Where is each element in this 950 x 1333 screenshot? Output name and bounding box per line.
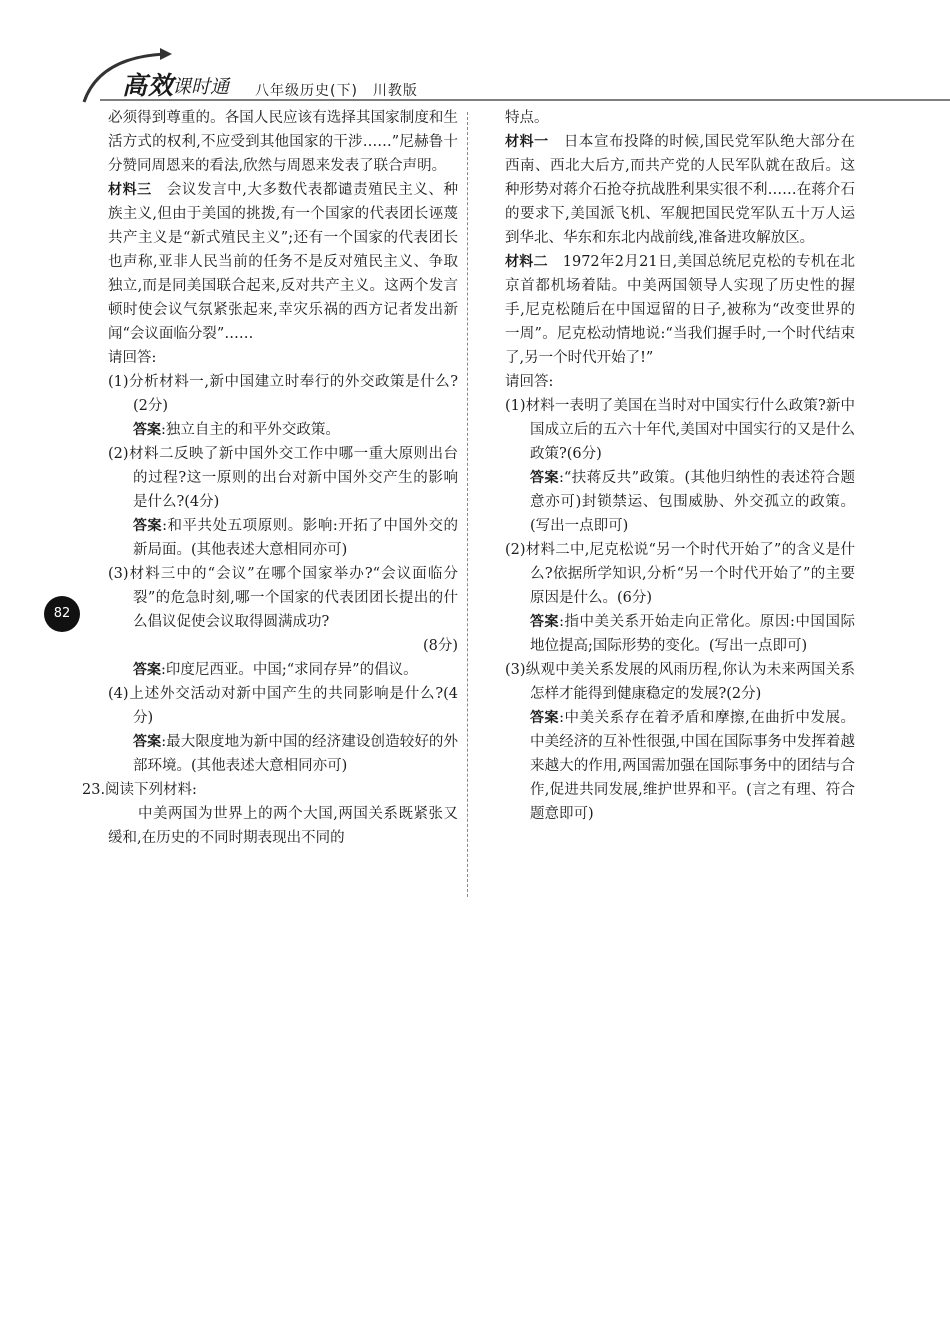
- answer-1: 答案:“扶蒋反共”政策。(其他归纳性的表述符合题意亦可)封锁禁运、包围威胁、外交孤立的政策。(写出一点即可): [530, 470, 855, 534]
- question-2: (2)材料二中,尼克松说“另一个时代开始了”的含义是什么?依据所学知识,分析“另一个时代开始了”的主要原因是什么。(6分): [505, 542, 855, 606]
- answer-3: 答案:中美关系存在着矛盾和摩擦,在曲折中发展。中美经济的互补性很强,中国在国际事务中发挥着越来越大的作用,两国需加强在国际事务中的团结与合作,促进共同发展,维护世界和平。(言之有理、符合题意即可): [530, 710, 855, 822]
- question-1: (1)分析材料一,新中国建立时奉行的外交政策是什么?(2分): [108, 374, 458, 414]
- intro-ending: 特点。: [505, 110, 549, 126]
- answer-2: 答案:指中美关系开始走向正常化。原因:中国国际地位提高;国际形势的变化。(写出一点即可): [530, 614, 856, 654]
- ask-prompt: 请回答:: [108, 350, 157, 366]
- answer-label: 答案: [133, 734, 162, 750]
- answer-1: 答案:独立自主的和平外交政策。: [133, 422, 340, 438]
- column-divider: [467, 112, 468, 897]
- continued-paragraph: 必须得到尊重的。各国人民应该有选择其国家制度和生活方式的权利,不应受到其他国家的干涉……”尼赫鲁十分赞同周恩来的看法,欣然与周恩来发表了联合声明。: [108, 110, 458, 174]
- question-3: (3)材料三中的“会议”在哪个国家举办?“会议面临分裂”的危急时刻,哪一个国家的代表团团长提出的什么倡议促使会议取得圆满成功?: [108, 566, 458, 630]
- question-23-heading: 23.阅读下列材料:: [82, 782, 197, 798]
- right-column: [505, 106, 855, 826]
- material-label: 材料二: [505, 254, 548, 270]
- answer-label: 答案: [530, 470, 559, 486]
- answer-4: 答案:最大限度地为新中国的经济建设创造较好的外部环境。(其他表述大意相同亦可): [133, 734, 459, 774]
- material-two: 材料二 1972年2月21日,美国总统尼克松的专机在北京首都机场着陆。中美两国领导人实现了历史性的握手,尼克松随后在中国逗留的日子,被称为“改变世界的一周”。尼克松动情地说:“当我们握手时,一个时代结束了,另一个时代开始了!”: [505, 254, 856, 366]
- answer-2: 答案:和平共处五项原则。影响:开拓了中国外交的新局面。(其他表述大意相同亦可): [133, 518, 459, 558]
- question-1: (1)材料一表明了美国在当时对中国实行什么政策?新中国成立后的五六十年代,美国对中国实行的又是什么政策?(6分): [505, 398, 855, 462]
- material-label: 材料三: [108, 182, 152, 198]
- material-label: 材料一: [505, 134, 549, 150]
- answer-label: 答案: [133, 662, 161, 678]
- answer-label: 答案: [133, 422, 161, 438]
- answer-label: 答案: [133, 518, 163, 534]
- answer-3: 答案:印度尼西亚。中国;“求同存异”的倡议。: [133, 662, 418, 678]
- question-3-score: (8分): [422, 638, 458, 654]
- question-3: (3)纵观中美关系发展的风雨历程,你认为未来两国关系怎样才能得到健康稳定的发展?(2分): [505, 662, 855, 702]
- book-subtitle: 八年级历史(下) 川教版: [255, 83, 418, 99]
- logo-subtext: 课时通: [172, 76, 230, 98]
- page-number-badge: 82: [44, 596, 80, 632]
- ask-prompt: 请回答:: [505, 374, 554, 390]
- answer-label: 答案: [530, 710, 560, 726]
- material-three: 材料三 会议发言中,大多数代表都谴责殖民主义、种族主义,但由于美国的挑拨,有一个国家的代表团长诬蔑共产主义是“新式殖民主义”;还有一个国家的代表团长也声称,亚非人民当前的任务不是反对殖民主义、争取独立,而是同美国联合起来,反对共产主义。这两个发言顿时使会议气氛紧张起来,幸灾乐祸的西方记者发出新闻“会议面临分裂”……: [108, 182, 459, 342]
- question-23-intro: 中美两国为世界上的两个大国,两国关系既紧张又缓和,在历史的不同时期表现出不同的: [108, 806, 458, 846]
- material-one: 材料一 日本宣布投降的时候,国民党军队绝大部分在西南、西北大后方,而共产党的人民军队就在敌后。这种形势对蒋介石抢夺抗战胜利果实很不利……在蒋介石的要求下,美国派飞机、军舰把国民党军队五十万人运到华北、华东和东北内战前线,准备进攻解放区。: [505, 134, 856, 246]
- logo-text: 高效: [122, 71, 175, 100]
- question-2: (2)材料二反映了新中国外交工作中哪一重大原则出台的过程?这一原则的出台对新中国外交产生的影响是什么?(4分): [108, 446, 458, 510]
- answer-label: 答案: [530, 614, 560, 630]
- left-column: [82, 106, 459, 850]
- question-4: (4)上述外交活动对新中国产生的共同影响是什么?(4分): [108, 686, 458, 726]
- page-header: [0, 0, 950, 110]
